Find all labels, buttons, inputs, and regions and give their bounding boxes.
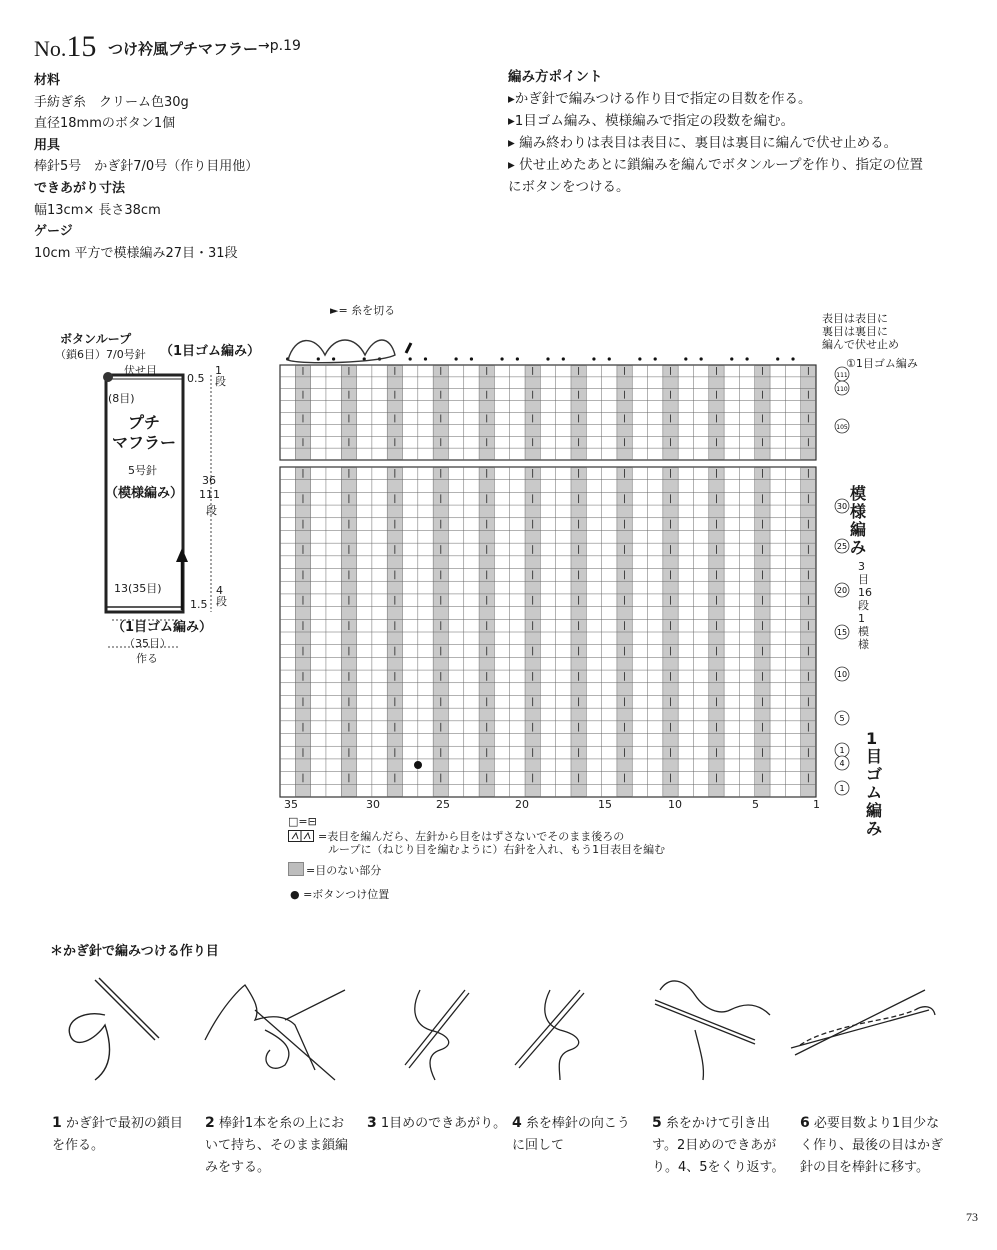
- name-line2: マフラー: [112, 433, 177, 452]
- size-heading: できあがり寸法: [34, 180, 126, 196]
- row-marker: [835, 539, 849, 553]
- col-number: 30: [366, 798, 380, 811]
- twisted-knit-icon: [288, 830, 314, 842]
- step2-illustration: [205, 985, 345, 1080]
- points-heading: 編み方ポイント: [508, 69, 603, 85]
- legend-button: ● =ボタンつけ位置: [290, 888, 390, 901]
- svg-text:105: 105: [836, 424, 848, 431]
- svg-text:5: 5: [839, 714, 845, 723]
- col-number: 25: [436, 798, 450, 811]
- row-marker: [835, 625, 849, 639]
- svg-text:4: 4: [839, 759, 845, 768]
- bind-off-dot: [562, 357, 565, 360]
- row-marker: [835, 781, 849, 795]
- width-label: 13(35目): [114, 582, 162, 595]
- note-line: 表目は表目に: [822, 312, 888, 325]
- svg-text:15: 15: [836, 628, 848, 637]
- step5-illustration: [655, 981, 770, 1080]
- svg-text:10: 10: [836, 670, 848, 679]
- pattern-repeat-vertical: 3目16段1模様: [858, 560, 872, 651]
- rib-stitch-vertical: 1目ゴム編み: [866, 729, 883, 838]
- row-marker: [835, 381, 849, 395]
- button-loop-label: ボタンループ: [60, 332, 132, 346]
- legend-twisted-2: ループに（ねじり目を編むように）右針を入れ、もう1目表目を編む: [328, 843, 666, 856]
- step-caption: 6 必要目数より1目少な く作り、最後の目はかぎ 針の目を棒針に移す。: [800, 1115, 944, 1175]
- bind-off-dot: [363, 357, 366, 360]
- step4-illustration: [515, 990, 584, 1080]
- bind-off-chain-icon: [288, 340, 395, 363]
- svg-text:30: 30: [836, 502, 848, 511]
- rib-top-label: （1目ゴム編み）: [160, 344, 261, 359]
- step-caption: 1 かぎ針で最初の鎖目 を作る。: [52, 1115, 183, 1153]
- point-item: にボタンをつける。: [508, 179, 630, 195]
- body-rows-unit: 段: [206, 504, 217, 517]
- size-line: 幅13cm× 長さ38cm: [34, 202, 161, 218]
- pattern-stitch-vertical: 模様編み: [850, 484, 867, 557]
- note-line: 裏目は裏目に: [822, 325, 888, 338]
- svg-text:1: 1: [839, 746, 845, 755]
- materials-heading: 材料: [34, 73, 61, 88]
- svg-text:110: 110: [836, 386, 848, 393]
- svg-text:111: 111: [836, 372, 848, 379]
- bind-off-dot: [700, 357, 703, 360]
- legend-no-stitch: =目のない部分: [306, 864, 382, 877]
- pattern-stitch-label: （模様編み）: [105, 486, 184, 501]
- pattern-number: No.15: [34, 30, 97, 63]
- step1-illustration: [69, 978, 159, 1080]
- bottom-height: 1.5: [190, 598, 208, 611]
- gauge-line: 10cm 平方で模様編み27目・31段: [34, 245, 238, 261]
- knitting-points: [508, 66, 923, 198]
- bind-off-dot: [409, 357, 412, 360]
- page-reference: →p.19: [258, 38, 301, 54]
- step-caption: 3 1目めのできあがり。: [367, 1115, 507, 1131]
- step6-illustration: [791, 990, 935, 1055]
- point-item: ▸ 伏せ止めたあとに鎖編みを編んでボタンループを作り、指定の位置: [508, 157, 924, 173]
- pattern-title: つけ衿風プチマフラー: [108, 40, 259, 58]
- button-position-dot: [414, 761, 422, 769]
- crochet-illustrations: [55, 970, 955, 1090]
- bind-off-dot: [470, 357, 473, 360]
- bottom-rows: 4段: [216, 584, 227, 608]
- eight-stitches-label: (8目): [108, 392, 135, 405]
- row-marker: [835, 711, 849, 725]
- cast-on-count: （35目）: [124, 637, 171, 650]
- row-marker: [835, 367, 849, 381]
- row-markers: [820, 360, 860, 800]
- rib-top-chart-label: ①1目ゴム編み: [846, 357, 918, 370]
- note-line: 編んで伏せ止め: [822, 338, 899, 351]
- tools-heading: 用具: [34, 137, 61, 153]
- row-marker: [835, 499, 849, 513]
- bind-off-dot: [546, 357, 549, 360]
- svg-text:1: 1: [839, 784, 845, 793]
- needle-size: 5号針: [128, 464, 157, 477]
- step-caption: 4 糸を棒針の向こう に回して: [512, 1115, 630, 1153]
- legend-knit: □=⊟: [288, 815, 317, 828]
- cut-yarn-legend: ►= 糸を切る: [330, 304, 396, 317]
- point-item: ▸ 編み終わりは表目は表目に、裏目は裏目に編んで伏せ止める。: [508, 135, 898, 151]
- step-caption: 2 棒針1本を糸の上にお いて持ち、そのまま鎖編 みをする。: [205, 1115, 349, 1175]
- knitting-chart: [270, 325, 830, 815]
- step-caption: 5 糸をかけて引き出 す。2目めのできあが り。4、5をくり返す。: [652, 1115, 785, 1175]
- svg-text:20: 20: [836, 586, 848, 595]
- button-loop-mark: [103, 372, 113, 382]
- col-number: 10: [668, 798, 682, 811]
- name-line1: プチ: [128, 413, 161, 432]
- materials-line: 直径18mmのボタン1個: [34, 116, 176, 132]
- bind-off-dot: [745, 357, 748, 360]
- button-loop-detail: （鎖6目）7/0号針: [55, 348, 146, 361]
- svg-text:25: 25: [836, 542, 848, 551]
- bind-off-dot: [684, 357, 687, 360]
- row-marker: [835, 756, 849, 770]
- row-marker: [835, 743, 849, 757]
- top-rows: 1段: [215, 364, 226, 388]
- row-marker: [835, 583, 849, 597]
- tools-line: 棒針5号 かぎ針7/0号（作り目用他）: [34, 159, 259, 175]
- no-stitch-swatch: [288, 862, 304, 876]
- bind-off-dot: [424, 357, 427, 360]
- step3-illustration: [405, 990, 469, 1080]
- bind-off-label: 伏せ目: [124, 364, 157, 377]
- gauge-heading: ゲージ: [34, 224, 73, 240]
- point-item: ▸1目ゴム編み、模様編みで指定の段数を編む。: [508, 113, 795, 129]
- bind-off-dot: [791, 357, 794, 360]
- bind-off-dot: [317, 357, 320, 360]
- legend-twisted-1: =表目を編んだら、左針から目をはずさないでそのまま後ろの: [318, 830, 625, 843]
- col-number: 5: [752, 798, 759, 811]
- bind-off-dot: [638, 357, 641, 360]
- col-number: 15: [598, 798, 612, 811]
- bind-off-dot: [500, 357, 503, 360]
- bind-off-dot: [516, 357, 519, 360]
- row-marker: [835, 667, 849, 681]
- cut-yarn-icon: [406, 343, 411, 353]
- bind-off-dot: [332, 357, 335, 360]
- col-number: 1: [813, 798, 820, 811]
- top-height: 0.5: [187, 372, 205, 385]
- bind-off-dot: [455, 357, 458, 360]
- col-number: 35: [284, 798, 298, 811]
- body-height: 36: [202, 474, 216, 487]
- bind-off-dot: [654, 357, 657, 360]
- bind-off-dot: [608, 357, 611, 360]
- bind-off-note: [822, 312, 899, 351]
- point-item: ▸かぎ針で編みつける作り目で指定の目数を作る。: [508, 91, 812, 107]
- materials-section: [34, 70, 258, 264]
- rib-bottom-label: （1目ゴム編み）: [112, 620, 213, 635]
- bind-off-dot: [776, 357, 779, 360]
- bind-off-dot: [730, 357, 733, 360]
- col-number: 20: [515, 798, 529, 811]
- body-rows: 111: [199, 488, 220, 501]
- page-number: 73: [966, 1210, 978, 1224]
- row-marker: [835, 419, 849, 433]
- materials-line: 手紡ぎ糸 クリーム色30g: [34, 94, 189, 110]
- crochet-heading: ＊かぎ針で編みつける作り目: [50, 944, 219, 959]
- bind-off-dot: [592, 357, 595, 360]
- make-label: 作る: [136, 652, 158, 665]
